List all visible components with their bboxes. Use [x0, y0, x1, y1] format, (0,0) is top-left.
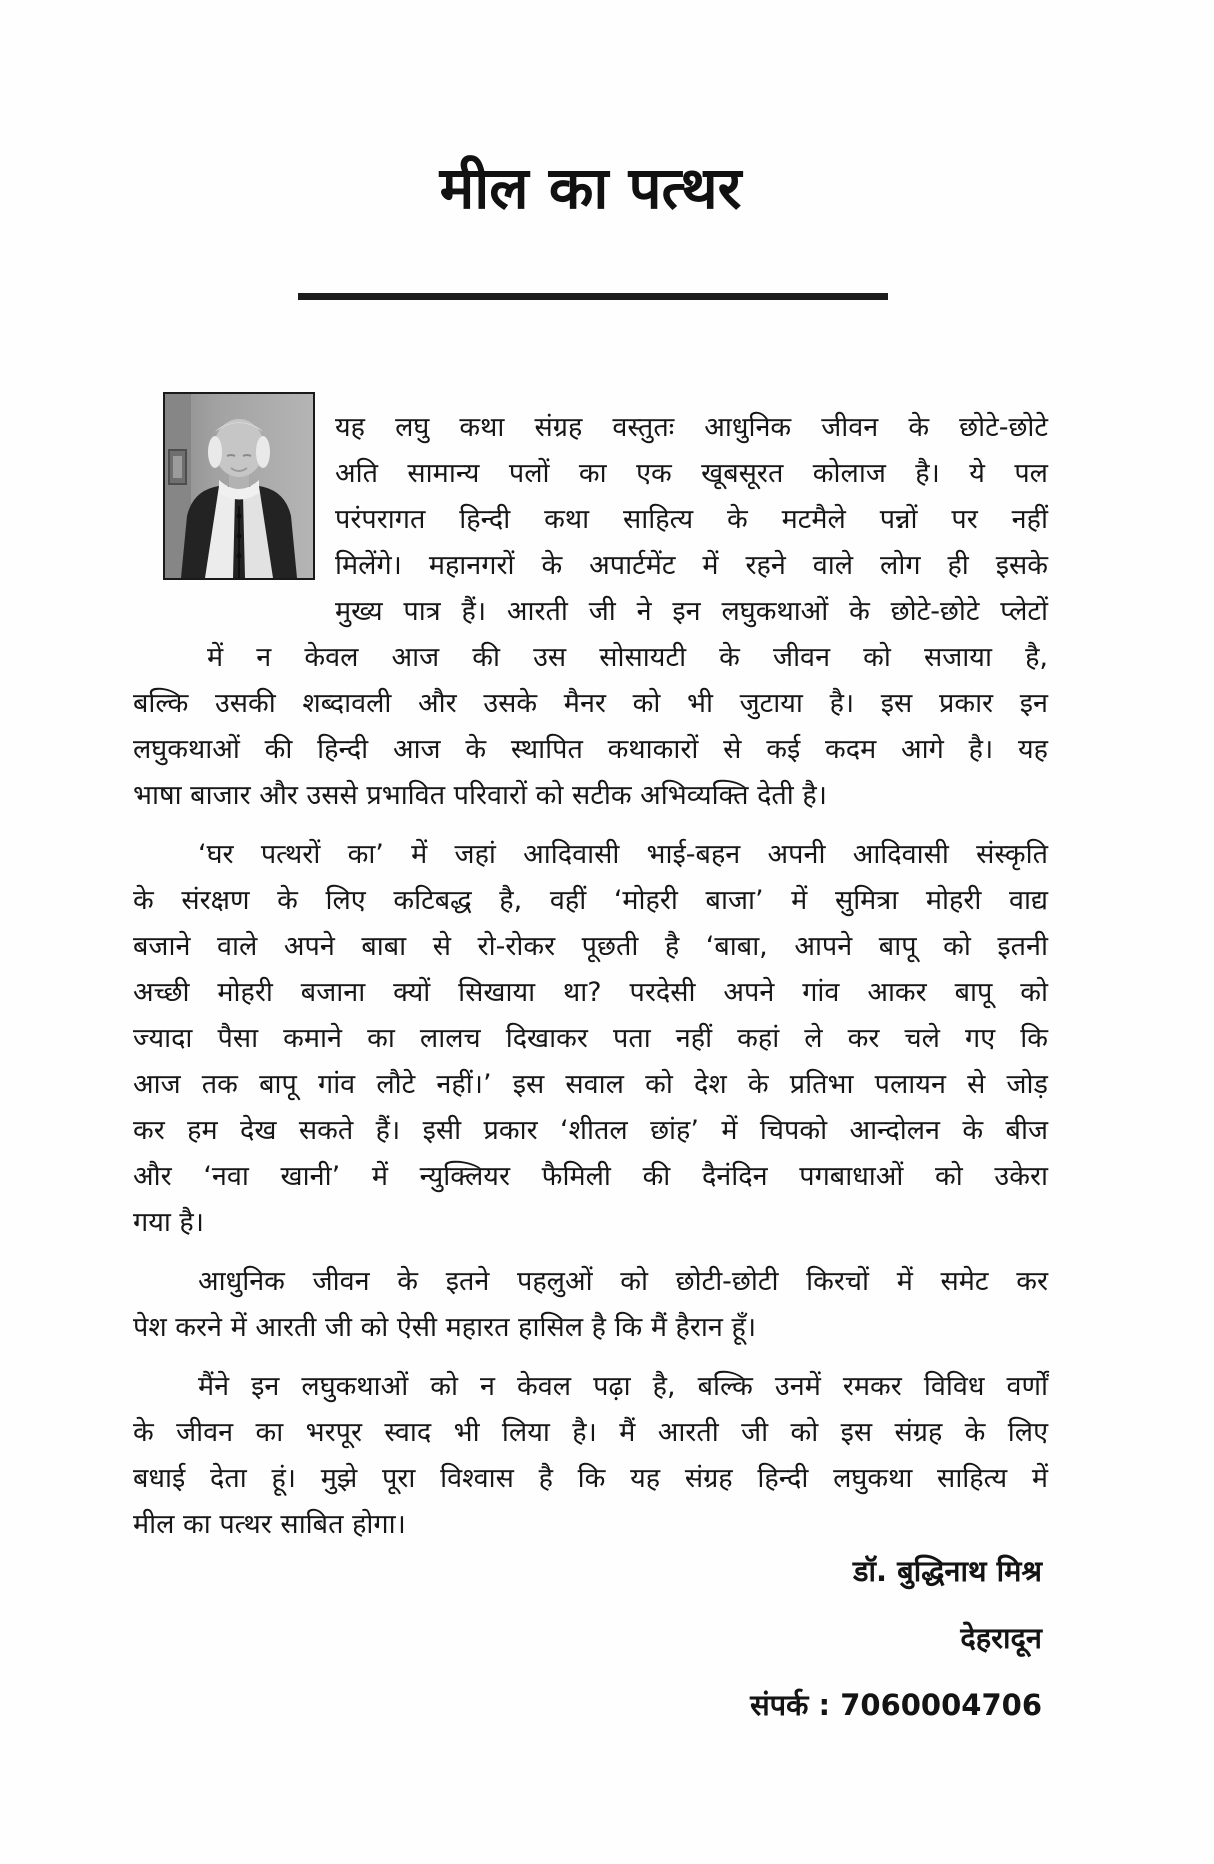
- signature-city: देहरादून: [960, 1621, 1042, 1655]
- paragraph: [133, 832, 1048, 1246]
- text-line: मील का पत्थर साबित होगा।: [133, 1509, 406, 1540]
- title-divider-rule: [298, 293, 888, 300]
- text-line: परंपरागत हिन्दी कथा साहित्य के मटमैले पन्नों पर नहीं: [335, 504, 1048, 535]
- text-line: मिलेंगे। महानगरों के अपार्टमेंट में रहने वाले लोग ही इसके: [335, 550, 1048, 581]
- text-line: पेश करने में आरती जी को ऐसी महारत हासिल है कि मैं हैरान हूँ।: [133, 1312, 757, 1343]
- text-line: आधुनिक जीवन के इतने पहलुओं को छोटी-छोटी किरचों में समेट कर: [198, 1266, 1048, 1297]
- text-line: यह लघु कथा संग्रह वस्तुतः आधुनिक जीवन के छोटे-छोटे: [335, 412, 1048, 443]
- signature-name: डॉ. बुद्धिनाथ मिश्र: [853, 1554, 1042, 1588]
- text-line: के संरक्षण के लिए कटिबद्ध है, वहीं ‘मोहरी बाजा’ में सुमित्रा मोहरी वाद्य: [133, 885, 1048, 916]
- text-line: ज्यादा पैसा कमाने का लालच दिखाकर पता नहीं कहां ले कर चले गए कि: [133, 1023, 1048, 1054]
- text-line: और ‘नवा खानी’ में न्युक्लियर फैमिली की दैनंदिन पगबाधाओं को उकेरा: [133, 1161, 1048, 1192]
- text-line: ‘घर पत्थरों का’ में जहां आदिवासी भाई-बहन अपनी आदिवासी संस्कृति: [198, 839, 1048, 870]
- text-line: कर हम देख सकते हैं। इसी प्रकार ‘शीतल छांह’ में चिपको आन्दोलन के बीज: [133, 1115, 1048, 1146]
- text-line: अति सामान्य पलों का एक खूबसूरत कोलाज है। ये पल: [335, 458, 1048, 489]
- author-portrait-illustration: [165, 394, 313, 578]
- text-line: गया है।: [133, 1207, 205, 1238]
- paragraph: [133, 1364, 1048, 1548]
- text-line: मुख्य पात्र हैं। आरती जी ने इन लघुकथाओं के छोटे-छोटे प्लेटों: [335, 596, 1048, 627]
- paragraph: [133, 1259, 1048, 1351]
- text-line: भाषा बाजार और उससे प्रभावित परिवारों को सटीक अभिव्यक्ति देती है।: [133, 780, 827, 811]
- signature-contact: संपर्क : 7060004706: [750, 1688, 1042, 1722]
- text-line: अच्छी मोहरी बजाना क्यों सिखाया था? परदेसी अपने गांव आकर बापू को: [133, 977, 1048, 1008]
- text-line: बजाने वाले अपने बाबा से रो-रोकर पूछती है ‘बाबा, आपने बापू को इतनी: [133, 931, 1048, 962]
- author-photo: [163, 392, 315, 580]
- text-line: आज तक बापू गांव लौटे नहीं।’ इस सवाल को देश के प्रतिभा पलायन से जोड़: [133, 1069, 1048, 1100]
- text-line: लघुकथाओं की हिन्दी आज के स्थापित कथाकारों से कई कदम आगे है। यह: [133, 734, 1048, 765]
- text-line: बधाई देता हूं। मुझे पूरा विश्वास है कि यह संग्रह हिन्दी लघुकथा साहित्य में: [133, 1463, 1048, 1494]
- signature-block: [750, 1538, 1042, 1739]
- page-title: मील का पत्थर: [439, 154, 742, 222]
- text-line: बल्कि उसकी शब्दावली और उसके मैनर को भी जुटाया है। इस प्रकार इन: [133, 688, 1048, 719]
- text-line: में न केवल आज की उस सोसायटी के जीवन को सजाया है,: [207, 642, 1048, 673]
- text-line: के जीवन का भरपूर स्वाद भी लिया है। मैं आरती जी को इस संग्रह के लिए: [133, 1417, 1048, 1448]
- body-text: [133, 405, 1048, 1548]
- text-line: मैंने इन लघुकथाओं को न केवल पढ़ा है, बल्कि उनमें रमकर विविध वर्णों: [198, 1371, 1048, 1402]
